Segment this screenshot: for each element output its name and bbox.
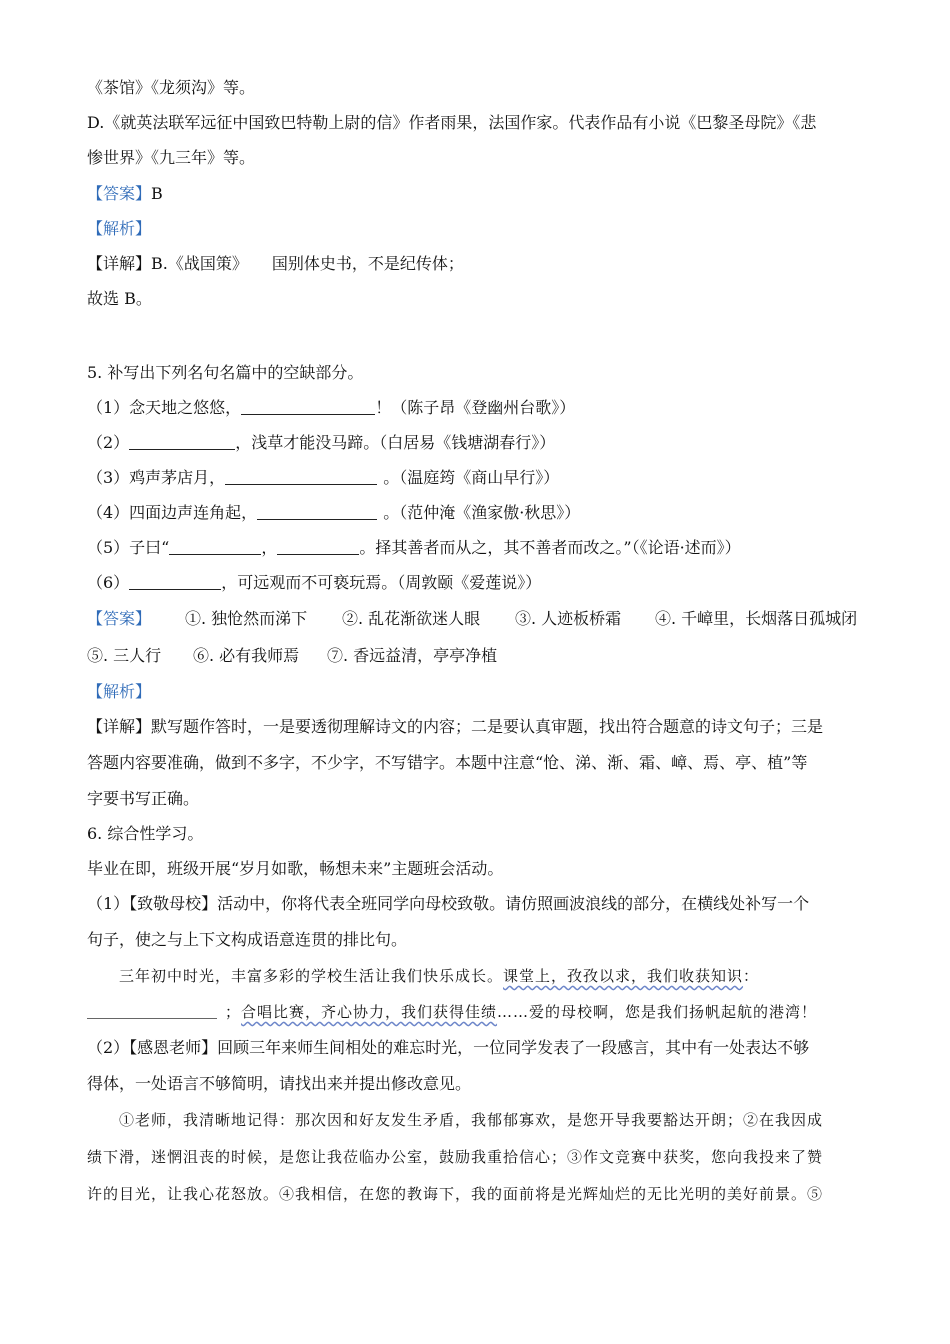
example-line (87, 1001, 864, 1023)
answer-item: ①. 独怆然而涕下 (185, 609, 308, 628)
answer-value: B (151, 184, 163, 203)
example-line (119, 965, 864, 987)
detail-text: 默写题作答时，一是要透彻理解诗文的内容；二是要认真审题，找出符合题意的诗文句子；三是 (151, 717, 824, 736)
text-line: D.《就英法联军远征中国致巴特勒上尉的信》作者雨果，法国作家。代表作品有小说《巴黎圣母院》《悲 (87, 113, 817, 132)
answer-line (87, 183, 864, 205)
conclusion-line: 故选 B。 (87, 289, 152, 308)
fill-blank (257, 503, 377, 520)
item-text: ， (261, 538, 278, 557)
item-text: （5）子曰“ (87, 538, 170, 557)
answer-item: ⑤. 三人行 (87, 646, 162, 665)
example-text: ： (743, 967, 760, 985)
item-text: 。（范仲淹《渔家傲·秋思》） (383, 503, 581, 522)
detail-text: B.《战国策》 (151, 254, 248, 273)
text-line: 惨世界》《九三年》等。 (87, 148, 256, 167)
detail-tag: 【详解】 (87, 717, 152, 736)
detail-line: 答题内容要准确，做到不多字，不少字，不写错字。本题中注意“怆、涕、渐、霜、嶂、焉、亭、植”等 (87, 753, 808, 772)
answer-item: ⑦. 香远益清，亭亭净植 (327, 646, 498, 665)
item-text: （6） (87, 573, 130, 592)
answer-tag: 【答案】 (87, 609, 152, 628)
item-text: ，浅草才能没马蹄。（白居易《钱塘湖春行》） (235, 433, 556, 452)
question-item (87, 432, 864, 454)
fill-blank (277, 538, 359, 555)
example-text: 三年初中时光，丰富多彩的学校生活让我们快乐成长。 (119, 967, 504, 985)
question-item (87, 502, 864, 524)
fill-blank (241, 398, 375, 415)
item-text: （4）四面边声连角起， (87, 503, 258, 522)
answer-item: ⑥. 必有我师焉 (193, 646, 300, 665)
item-text: （2） (87, 433, 130, 452)
question-title: 5. 补写出下列名句名篇中的空缺部分。 (87, 363, 364, 382)
example-text: ； (225, 1003, 242, 1021)
answer-item: ②. 乱花渐欲迷人眼 (342, 609, 481, 628)
item-text: ！（陈子昂《登幽州台歌》） (375, 398, 576, 417)
detail-tag: 【详解】 (87, 254, 152, 273)
answer-line (87, 645, 864, 667)
text-line: （1）【致敬母校】活动中，你将代表全班同学向母校致敬。请仿照画波浪线的部分，在横线处补写一个 (87, 894, 810, 913)
example-text: ……爱的母校啊，您是我们扬帆起航的港湾！ (497, 1003, 818, 1021)
detail-line (87, 716, 864, 738)
text-line: （2）【感恩老师】回顾三年来师生间相处的难忘时光，一位同学发表了一段感言，其中有一处表达不够 (87, 1038, 810, 1057)
fill-blank (87, 1002, 217, 1019)
analysis-line (87, 681, 864, 703)
item-text: ，可远观而不可亵玩焉。（周敦颐《爱莲说》） (221, 573, 542, 592)
speech-line: 许的目光，让我心花怒放。④我相信，在您的教诲下，我的面前将是光辉灿烂的无比光明的美好前景。⑤ (87, 1185, 824, 1203)
analysis-tag: 【解析】 (87, 219, 152, 238)
answer-tag: 【答案】 (87, 184, 152, 203)
question-title: 6. 综合性学习。 (87, 824, 204, 843)
wavy-text: 合唱比赛，齐心协力，我们获得佳绩 (241, 1003, 498, 1021)
item-text: （3）鸡声茅店月， (87, 468, 226, 487)
item-text: 。择其善者而从之，其不善者而改之。”（《论语·述而》） (359, 538, 741, 557)
question-item (87, 572, 864, 594)
item-text: 。（温庭筠《商山早行》） (383, 468, 560, 487)
detail-line (87, 253, 864, 275)
item-text: （1）念天地之悠悠， (87, 398, 242, 417)
text-line: 得体，一处语言不够简明，请找出来并提出修改意见。 (87, 1074, 472, 1093)
text-line: 《茶馆》《龙须沟》等。 (87, 78, 256, 97)
answer-line (87, 608, 864, 630)
analysis-line (87, 218, 864, 240)
answer-item: ④. 千嶂里，长烟落日孤城闭 (655, 609, 858, 628)
detail-line: 字要书写正确。 (87, 789, 200, 808)
question-item (87, 397, 864, 419)
fill-blank (129, 573, 221, 590)
text-line: 句子，使之与上下文构成语意连贯的排比句。 (87, 930, 408, 949)
detail-text: 国别体史书，不是纪传体； (271, 254, 464, 273)
fill-blank (169, 538, 261, 555)
question-item (87, 537, 864, 559)
speech-line: ①老师，我清晰地记得：那次因和好友发生矛盾，我郁郁寡欢，是您开导我要豁达开朗；②在我因成 (119, 1111, 824, 1129)
fill-blank (225, 468, 377, 485)
speech-line: 绩下滑，迷惘沮丧的时候，是您让我莅临办公室，鼓励我重拾信心；③作文竞赛中获奖，您向我投来了赞 (87, 1148, 824, 1166)
wavy-text: 课堂上，孜孜以求，我们收获知识 (503, 967, 744, 985)
answer-item: ③. 人迹板桥霜 (515, 609, 622, 628)
question-item (87, 467, 864, 489)
analysis-tag: 【解析】 (87, 682, 152, 701)
text-line: 毕业在即，班级开展“岁月如歌，畅想未来”主题班会活动。 (87, 859, 504, 878)
fill-blank (129, 433, 235, 450)
